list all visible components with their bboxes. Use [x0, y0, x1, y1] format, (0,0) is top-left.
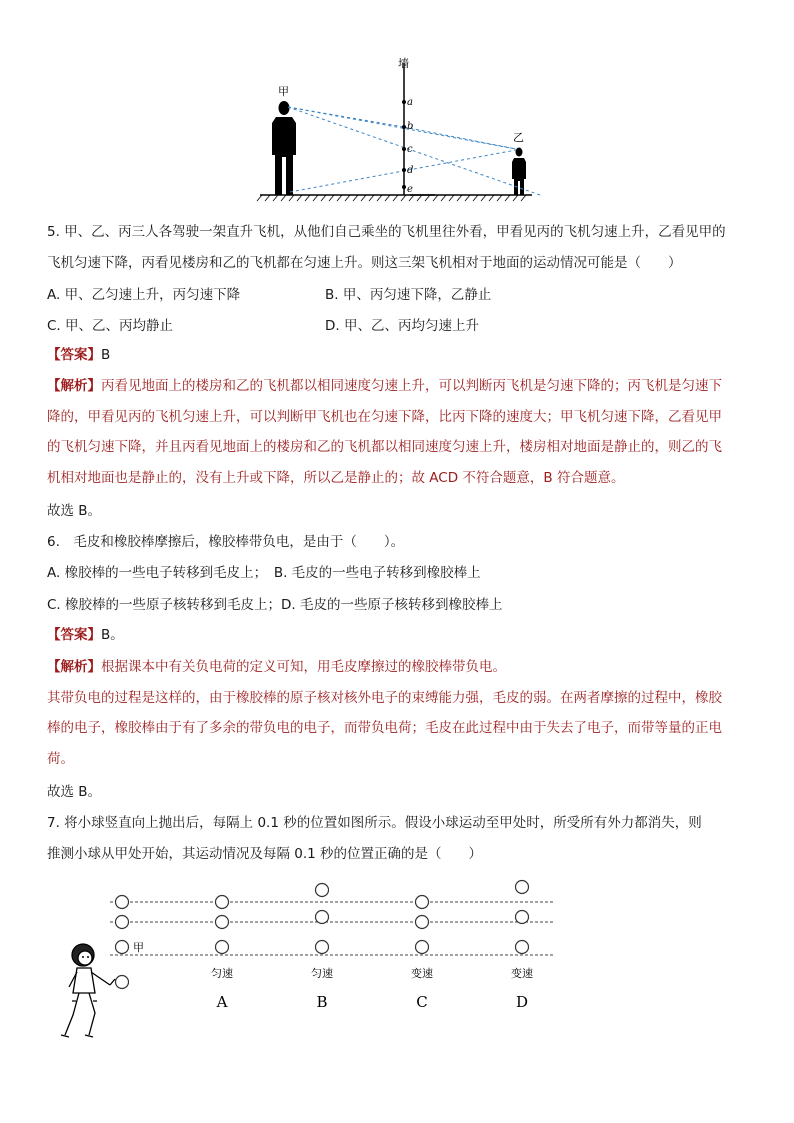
- q5-analysis-tag: 【解析】: [47, 378, 101, 394]
- option-a-letter: A: [216, 993, 228, 1011]
- ball-motion-figure: [55, 875, 565, 1045]
- q5-option-a: A. 甲、乙匀速上升，丙匀速下降: [47, 287, 241, 303]
- q7-stem-line1: 7. 将小球竖直向上抛出后，每隔上 0.1 秒的位置如图所示。假设小球运动至甲处时，所受所有外力都消失，则: [47, 815, 702, 831]
- q5-analysis-line3: 的飞机匀速下降，并且丙看见地面上的楼房和乙的飞机都以相同速度匀速上升，楼房相对地面是静止的，则乙的飞: [47, 439, 722, 455]
- q5-stem-line1: 5. 甲、乙、丙三人各驾驶一架直升飞机，从他们自己乘坐的飞机里往外看，甲看见丙的飞机匀速上升，乙看见甲的: [47, 224, 726, 240]
- point-d-label: d: [407, 165, 414, 176]
- q5-analysis-line1: [47, 376, 722, 396]
- point-e-label: e: [407, 184, 413, 195]
- q6-analysis-line4: 荷。: [47, 751, 74, 767]
- reference-lines: [110, 902, 555, 955]
- point-c-label: c: [407, 144, 413, 155]
- q6-stem: 6. 毛皮和橡胶棒摩擦后，橡胶棒带负电，是由于（ ）。: [47, 534, 405, 550]
- q6-analysis-text1: 根据课本中有关负电荷的定义可知，用毛皮摩擦过的橡胶棒带负电。: [101, 659, 506, 675]
- start-label: 甲: [133, 941, 144, 954]
- wall-label: 墙: [398, 57, 409, 70]
- thrown-ball-positions: [116, 896, 129, 989]
- q6-answer-value: B。: [101, 627, 124, 643]
- option-b-desc: 匀速: [311, 967, 333, 980]
- wall-reflection-figure: [250, 55, 550, 205]
- option-d-letter: D: [515, 993, 529, 1011]
- option-b-balls: [316, 884, 329, 954]
- q5-option-b: B. 甲、丙匀速下降，乙静止: [325, 287, 492, 303]
- q5-answer-tag: 【答案】: [47, 347, 101, 363]
- option-d-balls: [516, 881, 529, 954]
- ground-right: [410, 195, 532, 201]
- person-jia-icon: [272, 101, 296, 195]
- ground-left: [257, 195, 435, 201]
- q6-analysis-tag: 【解析】: [47, 659, 101, 675]
- q6-conclusion: 故选 B。: [47, 784, 102, 800]
- person-yi-label: 乙: [513, 131, 524, 144]
- person-yi-icon: [512, 148, 526, 196]
- option-d-desc: 变速: [511, 967, 533, 980]
- option-b-letter: B: [316, 993, 328, 1011]
- q5-option-c: C. 甲、乙、丙均静止: [47, 318, 174, 334]
- q5-answer-value: B: [101, 347, 111, 363]
- q6-options-ab: A. 橡胶棒的一些电子转移到毛皮上； B. 毛皮的一些电子转移到橡胶棒上: [47, 565, 481, 581]
- q6-answer-tag: 【答案】: [47, 627, 101, 643]
- q5-analysis-line4: 机相对地面也是静止的，没有上升或下降，所以乙是静止的；故 ACD 不符合题意，B 符合题意。: [47, 470, 625, 486]
- q6-options-cd: C. 橡胶棒的一些原子核转移到毛皮上；D. 毛皮的一些原子核转移到橡胶棒上: [47, 597, 503, 613]
- q5-analysis-line2: 降的，甲看见丙的飞机匀速上升，可以判断甲飞机也在匀速下降，比丙下降的速度大；甲飞机匀速下降，乙看见甲: [47, 409, 722, 425]
- q6-analysis-line3: 棒的电子，橡胶棒由于有了多余的带负电的电子，而带负电荷；毛皮在此过程中由于失去了电子，而带等量的正电: [47, 720, 722, 736]
- q5-conclusion: 故选 B。: [47, 503, 102, 519]
- q6-analysis-line2: 其带负电的过程是这样的，由于橡胶棒的原子核对核外电子的束缚能力强，毛皮的弱。在两者摩擦的过程中，橡胶: [47, 690, 722, 706]
- option-c-letter: C: [416, 993, 428, 1011]
- option-a-balls: [216, 896, 229, 954]
- q5-stem-line2: 飞机匀速下降，丙看见楼房和乙的飞机都在匀速上升。则这三架飞机相对于地面的运动情况可能是（ ）: [47, 255, 682, 271]
- q5-analysis-text1: 丙看见地面上的楼房和乙的飞机都以相同速度匀速上升，可以判断丙飞机是匀速下降的；丙飞机是匀速下: [101, 378, 722, 394]
- point-b-label: b: [407, 121, 414, 132]
- q7-stem-line2: 推测小球从甲处开始，其运动情况及每隔 0.1 秒的位置正确的是（ ）: [47, 846, 483, 862]
- option-c-desc: 变速: [411, 967, 433, 980]
- option-c-balls: [416, 896, 429, 954]
- q6-answer: [47, 625, 124, 645]
- person-jia-label: 甲: [278, 85, 289, 98]
- q6-analysis-line1: [47, 657, 506, 677]
- sight-lines: [288, 107, 540, 195]
- option-a-desc: 匀速: [211, 967, 233, 980]
- q5-answer: [47, 345, 110, 365]
- girl-thrower-icon: [61, 944, 115, 1037]
- point-a-label: a: [407, 97, 413, 108]
- q5-option-d: D. 甲、乙、丙均匀速上升: [325, 318, 479, 334]
